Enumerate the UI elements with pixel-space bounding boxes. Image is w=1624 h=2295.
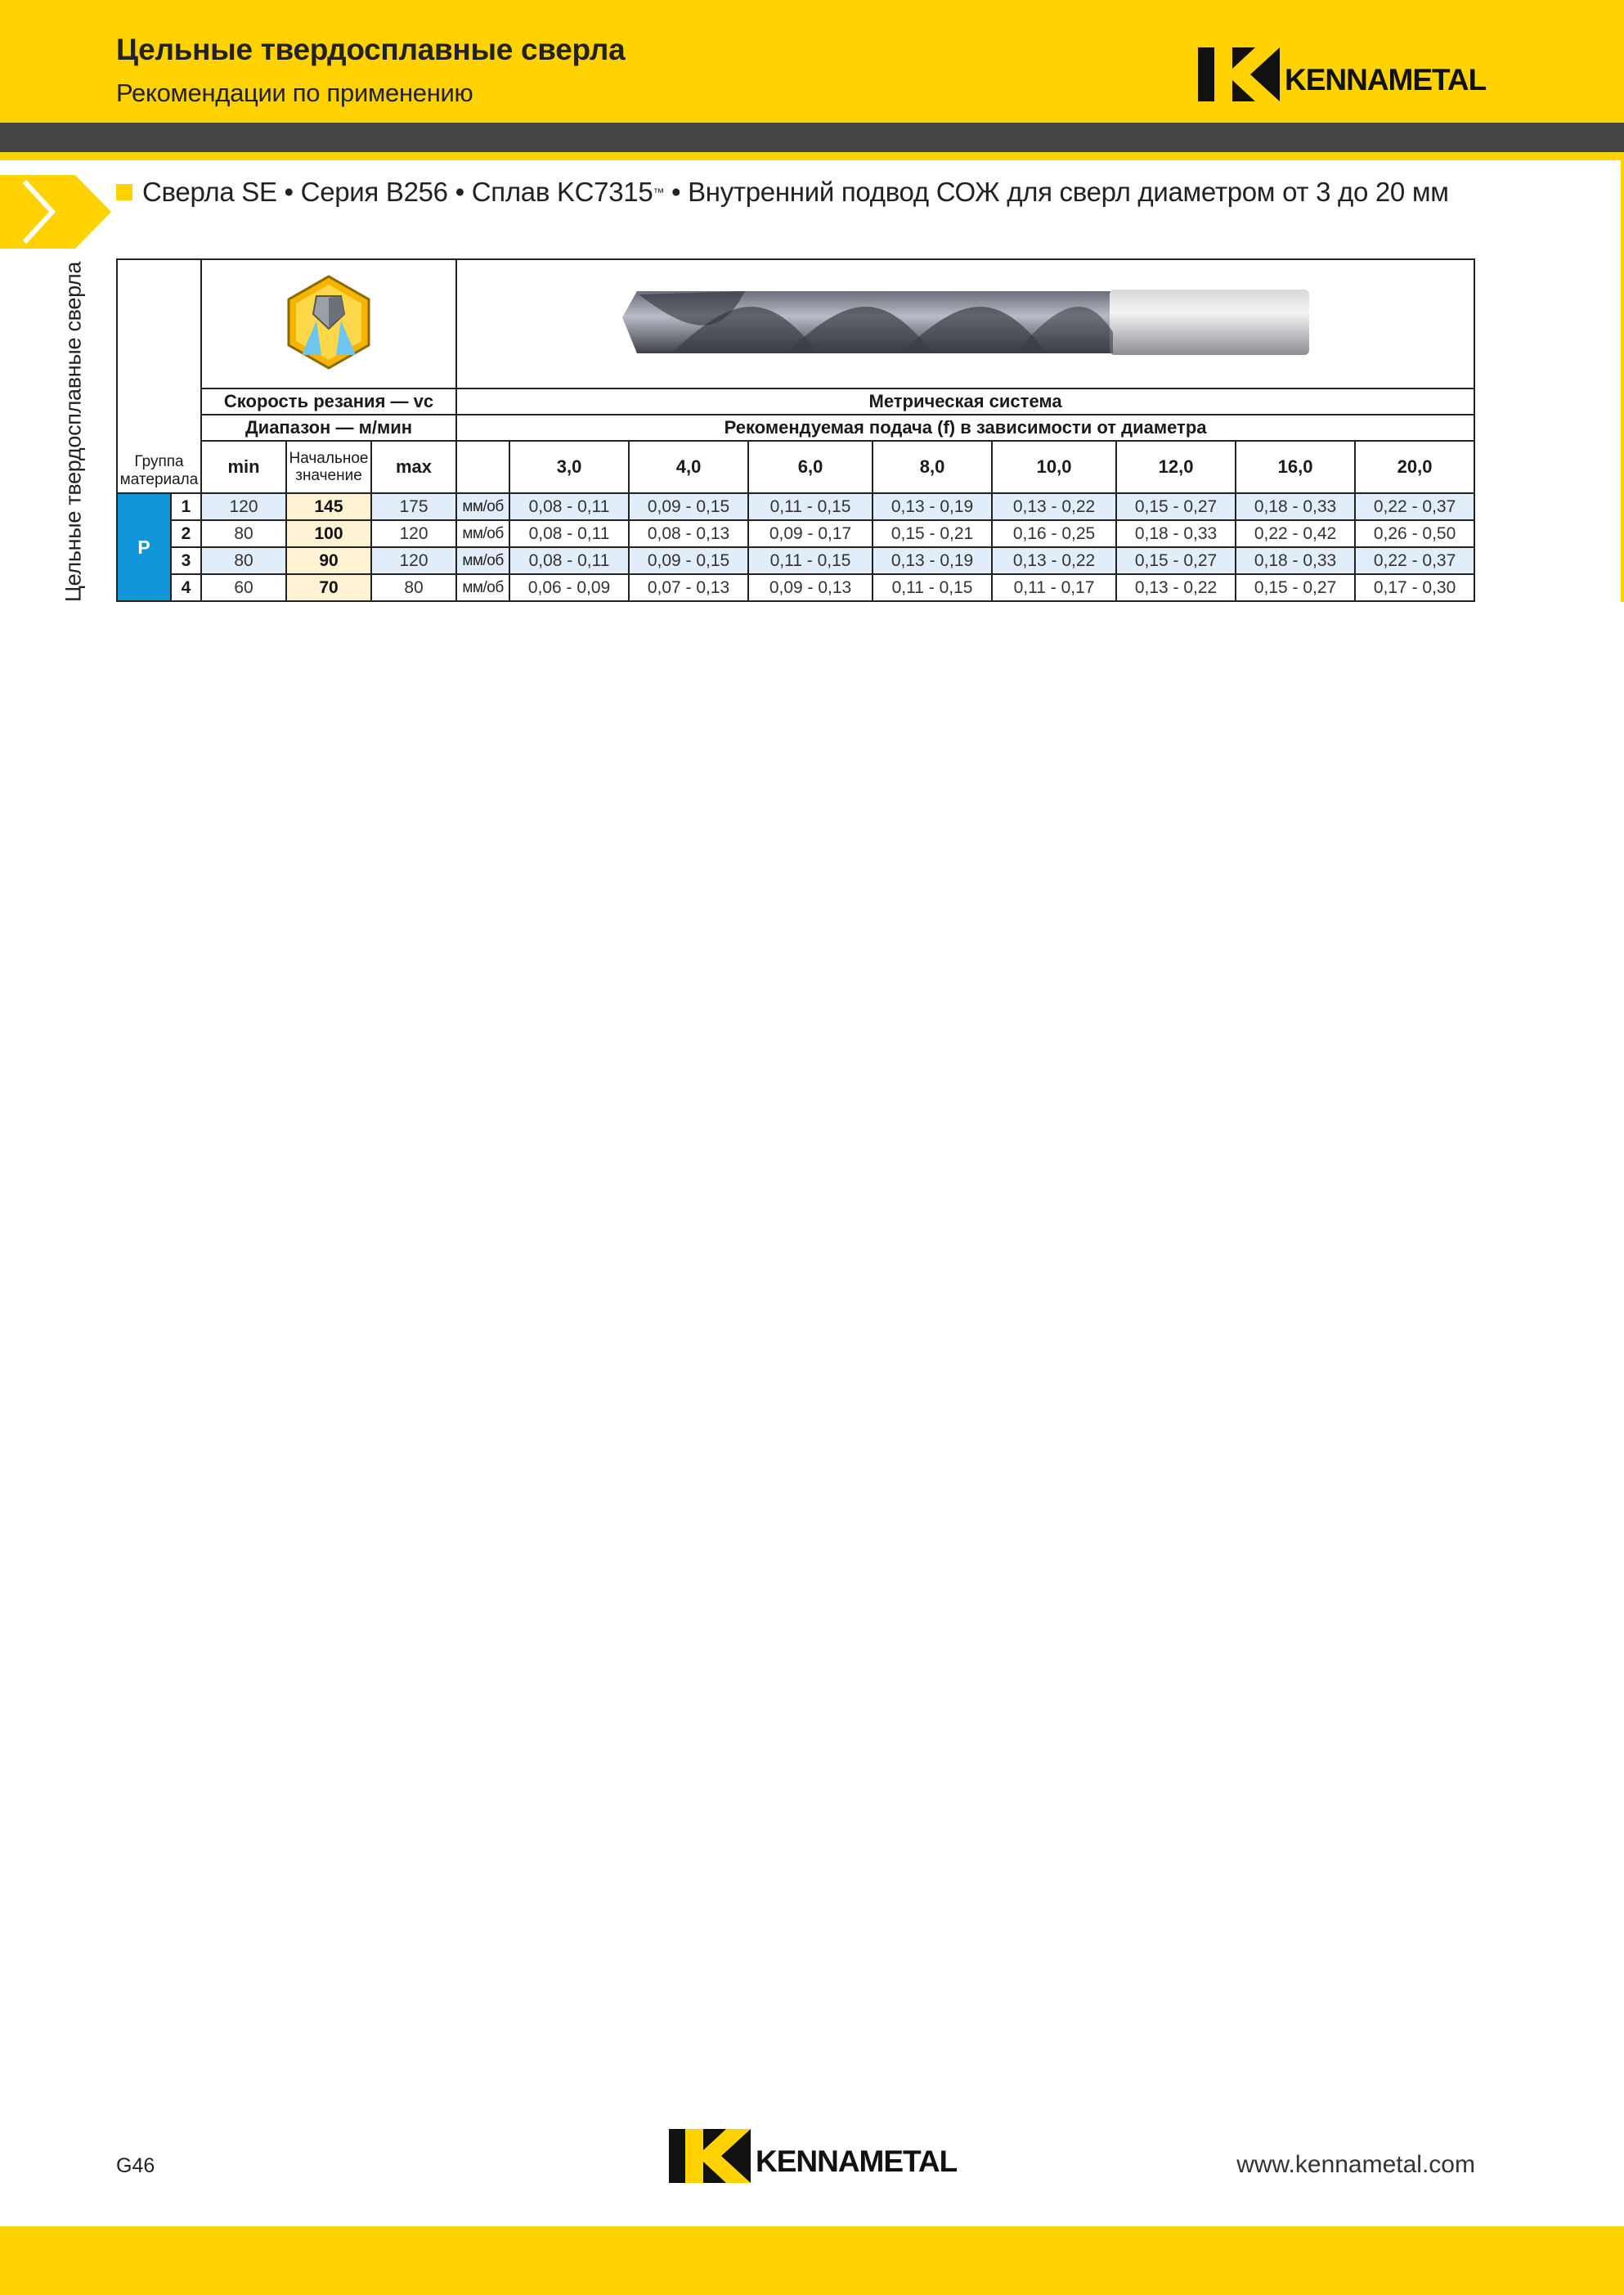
page-number: G46 [116, 2154, 155, 2177]
page-title: Цельные твердосплавные сверла [116, 33, 626, 66]
material-group-p: P [117, 493, 171, 601]
feed-unit: мм/об [456, 493, 509, 520]
feed-header: Рекомендуемая подача (f) в зависимости от диаметра [456, 415, 1474, 441]
group-label-line1: Группа [134, 453, 184, 470]
feed-value: 0,08 - 0,11 [509, 520, 629, 547]
trademark-mark: ™ [653, 186, 665, 199]
feed-value: 0,13 - 0,19 [873, 493, 992, 520]
heading-bullet [116, 184, 132, 200]
feed-value: 0,07 - 0,13 [629, 574, 748, 601]
row-number: 2 [171, 520, 201, 547]
feed-value: 0,22 - 0,37 [1355, 547, 1474, 574]
feed-value: 0,08 - 0,11 [509, 547, 629, 574]
coolant-through-icon [284, 273, 374, 371]
feed-value: 0,11 - 0,15 [748, 547, 873, 574]
feed-value: 0,11 - 0,15 [873, 574, 992, 601]
diameter-header: 3,0 [509, 441, 629, 493]
speed-min: 60 [201, 574, 286, 601]
footer-brand-wordmark: KENNAMETAL [756, 2145, 958, 2178]
section-title-main: Сверла SE • Серия B256 • Сплав KC7315 [142, 177, 653, 207]
feed-value: 0,13 - 0,19 [873, 547, 992, 574]
speed-min: 80 [201, 520, 286, 547]
brand-wordmark: KENNAMETAL [1285, 63, 1487, 97]
speed-nominal: 145 [286, 493, 371, 520]
feed-value: 0,09 - 0,17 [748, 520, 873, 547]
metric-header: Метрическая система [456, 388, 1474, 415]
drill-image [622, 283, 1309, 362]
kennametal-logo [1198, 47, 1486, 101]
page-subtitle: Рекомендации по применению [116, 79, 473, 107]
speed-max: 80 [371, 574, 456, 601]
feed-value: 0,15 - 0,27 [1236, 574, 1355, 601]
feed-value: 0,22 - 0,42 [1236, 520, 1355, 547]
table-row [117, 574, 1474, 601]
feed-value: 0,15 - 0,27 [1116, 493, 1236, 520]
feed-value: 0,26 - 0,50 [1355, 520, 1474, 547]
speed-nominal: 70 [286, 574, 371, 601]
feed-value: 0,08 - 0,11 [509, 493, 629, 520]
table-row [117, 547, 1474, 574]
feed-unit: мм/об [456, 547, 509, 574]
feed-value: 0,18 - 0,33 [1116, 520, 1236, 547]
speed-min: 120 [201, 493, 286, 520]
unit-col-header [456, 441, 509, 493]
col-min-header: min [201, 441, 286, 493]
nominal-header-line2: значение [295, 467, 362, 484]
speed-nominal: 90 [286, 547, 371, 574]
group-label-line2: материала [119, 471, 199, 488]
table-row [117, 493, 1474, 520]
row-number: 1 [171, 493, 201, 520]
feed-value: 0,13 - 0,22 [992, 493, 1116, 520]
diameter-header: 10,0 [992, 441, 1116, 493]
material-group-header [117, 259, 201, 493]
feed-value: 0,13 - 0,22 [1116, 574, 1236, 601]
feed-value: 0,09 - 0,15 [629, 547, 748, 574]
feed-value: 0,15 - 0,21 [873, 520, 992, 547]
row-number: 4 [171, 574, 201, 601]
coolant-icon-cell [201, 259, 456, 388]
feed-value: 0,09 - 0,15 [629, 493, 748, 520]
chevron-arrow-icon [0, 175, 111, 249]
speed-min: 80 [201, 547, 286, 574]
feed-value: 0,17 - 0,30 [1355, 574, 1474, 601]
section-title-rest: • Внутренний подвод СОЖ для сверл диаметром от 3 до 20 мм [664, 177, 1449, 207]
feed-value: 0,18 - 0,33 [1236, 493, 1355, 520]
diameter-header: 8,0 [873, 441, 992, 493]
speed-max: 175 [371, 493, 456, 520]
feed-value: 0,15 - 0,27 [1116, 547, 1236, 574]
row-number: 3 [171, 547, 201, 574]
side-label: Цельные твердосплавные сверла [61, 261, 86, 603]
application-table [116, 258, 1475, 602]
feed-value: 0,22 - 0,37 [1355, 493, 1474, 520]
feed-unit: мм/об [456, 574, 509, 601]
speed-max: 120 [371, 547, 456, 574]
range-header: Диапазон — м/мин [201, 415, 456, 441]
feed-value: 0,18 - 0,33 [1236, 547, 1355, 574]
col-nominal-header [286, 441, 371, 493]
header-accent-line [0, 152, 1624, 160]
nominal-header-line1: Начальное [289, 450, 369, 467]
feed-value: 0,13 - 0,22 [992, 547, 1116, 574]
section-heading [116, 177, 1449, 208]
diameter-header: 20,0 [1355, 441, 1474, 493]
feed-value: 0,08 - 0,13 [629, 520, 748, 547]
feed-value: 0,11 - 0,15 [748, 493, 873, 520]
footer-kennametal-logo [669, 2129, 957, 2183]
speed-max: 120 [371, 520, 456, 547]
diameter-header: 6,0 [748, 441, 873, 493]
diameter-header: 16,0 [1236, 441, 1355, 493]
speed-nominal: 100 [286, 520, 371, 547]
page-edge-tab [1621, 160, 1624, 602]
table-row [117, 520, 1474, 547]
feed-value: 0,09 - 0,13 [748, 574, 873, 601]
feed-value: 0,06 - 0,09 [509, 574, 629, 601]
footer-band [0, 2226, 1624, 2295]
website-link[interactable]: www.kennametal.com [1236, 2151, 1475, 2178]
kennametal-logo-icon [669, 2129, 751, 2183]
col-max-header: max [371, 441, 456, 493]
drill-image-cell [456, 259, 1474, 388]
header-dark-band [0, 123, 1624, 152]
diameter-header: 12,0 [1116, 441, 1236, 493]
kennametal-logo-icon [1198, 47, 1280, 101]
diameter-header: 4,0 [629, 441, 748, 493]
feed-unit: мм/об [456, 520, 509, 547]
feed-value: 0,11 - 0,17 [992, 574, 1116, 601]
speed-header: Скорость резания — vc [201, 388, 456, 415]
feed-value: 0,16 - 0,25 [992, 520, 1116, 547]
